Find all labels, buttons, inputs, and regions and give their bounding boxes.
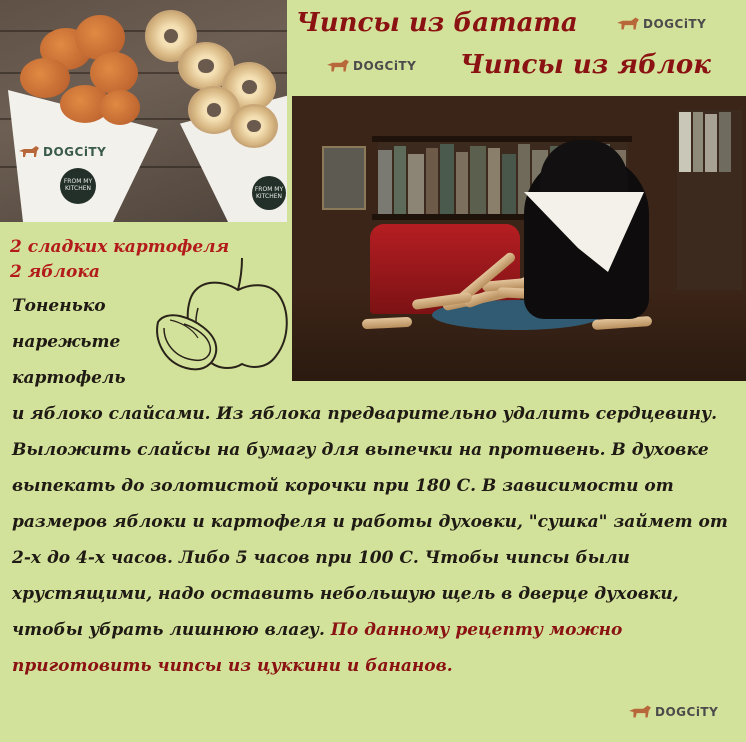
ingredient-apple: 2 яблока xyxy=(10,262,100,282)
logo-top-right-text: DOGCiTY xyxy=(643,17,707,31)
dog-logo-icon xyxy=(18,145,40,159)
kitchen-sticker-right: FROM MY KITCHEN xyxy=(252,176,286,210)
logo-top-right xyxy=(616,16,706,32)
dog-logo-icon xyxy=(326,58,350,74)
logo-middle-text: DOGCiTY xyxy=(353,59,417,73)
photo-logo-text: DOGCiTY xyxy=(43,145,107,159)
instructions-highlight: По данному рецепту можно приготовить чипсы из цуккини и бананов. xyxy=(12,620,623,676)
instructions-body xyxy=(12,396,738,684)
ingredient-sweet-potato: 2 сладких картофеля xyxy=(10,237,230,257)
photo-logo xyxy=(18,145,106,159)
logo-bottom-right xyxy=(628,704,718,720)
dog-logo-icon xyxy=(616,16,640,32)
chips-photo xyxy=(0,0,287,222)
logo-middle xyxy=(326,58,416,74)
title-sweet-potato: Чипсы из батата xyxy=(296,8,578,38)
kitchen-sticker-left: FROM MY KITCHEN xyxy=(60,168,96,204)
instructions-intro-1: Тоненько xyxy=(12,296,106,316)
apple-sketch-icon xyxy=(150,250,295,380)
instructions-intro-2: нарежьте xyxy=(12,332,121,352)
title-apple: Чипсы из яблок xyxy=(460,50,711,80)
logo-bottom-right-text: DOGCiTY xyxy=(655,705,719,719)
dog-logo-icon xyxy=(628,704,652,720)
dog-photo xyxy=(292,96,746,381)
instructions-body-text: и яблоко слайсами. Из яблока предварительно удалить сердцевину. Выложить слайсы на бумагу для выпечки на противень. В духовке выпекать до золотистой корочки при 180 С. В зависимости от размеров яблоки и картофеля и работы духовки, "сушка" займет от 2-х до 4-х часов. Либо 5 часов при 100 С. Чтобы чипсы были хрустящими, надо оставить небольшую щель в дверце духовки, чтобы убрать лишнюю влагу. xyxy=(12,404,728,640)
instructions-intro-3: картофель xyxy=(12,368,126,388)
